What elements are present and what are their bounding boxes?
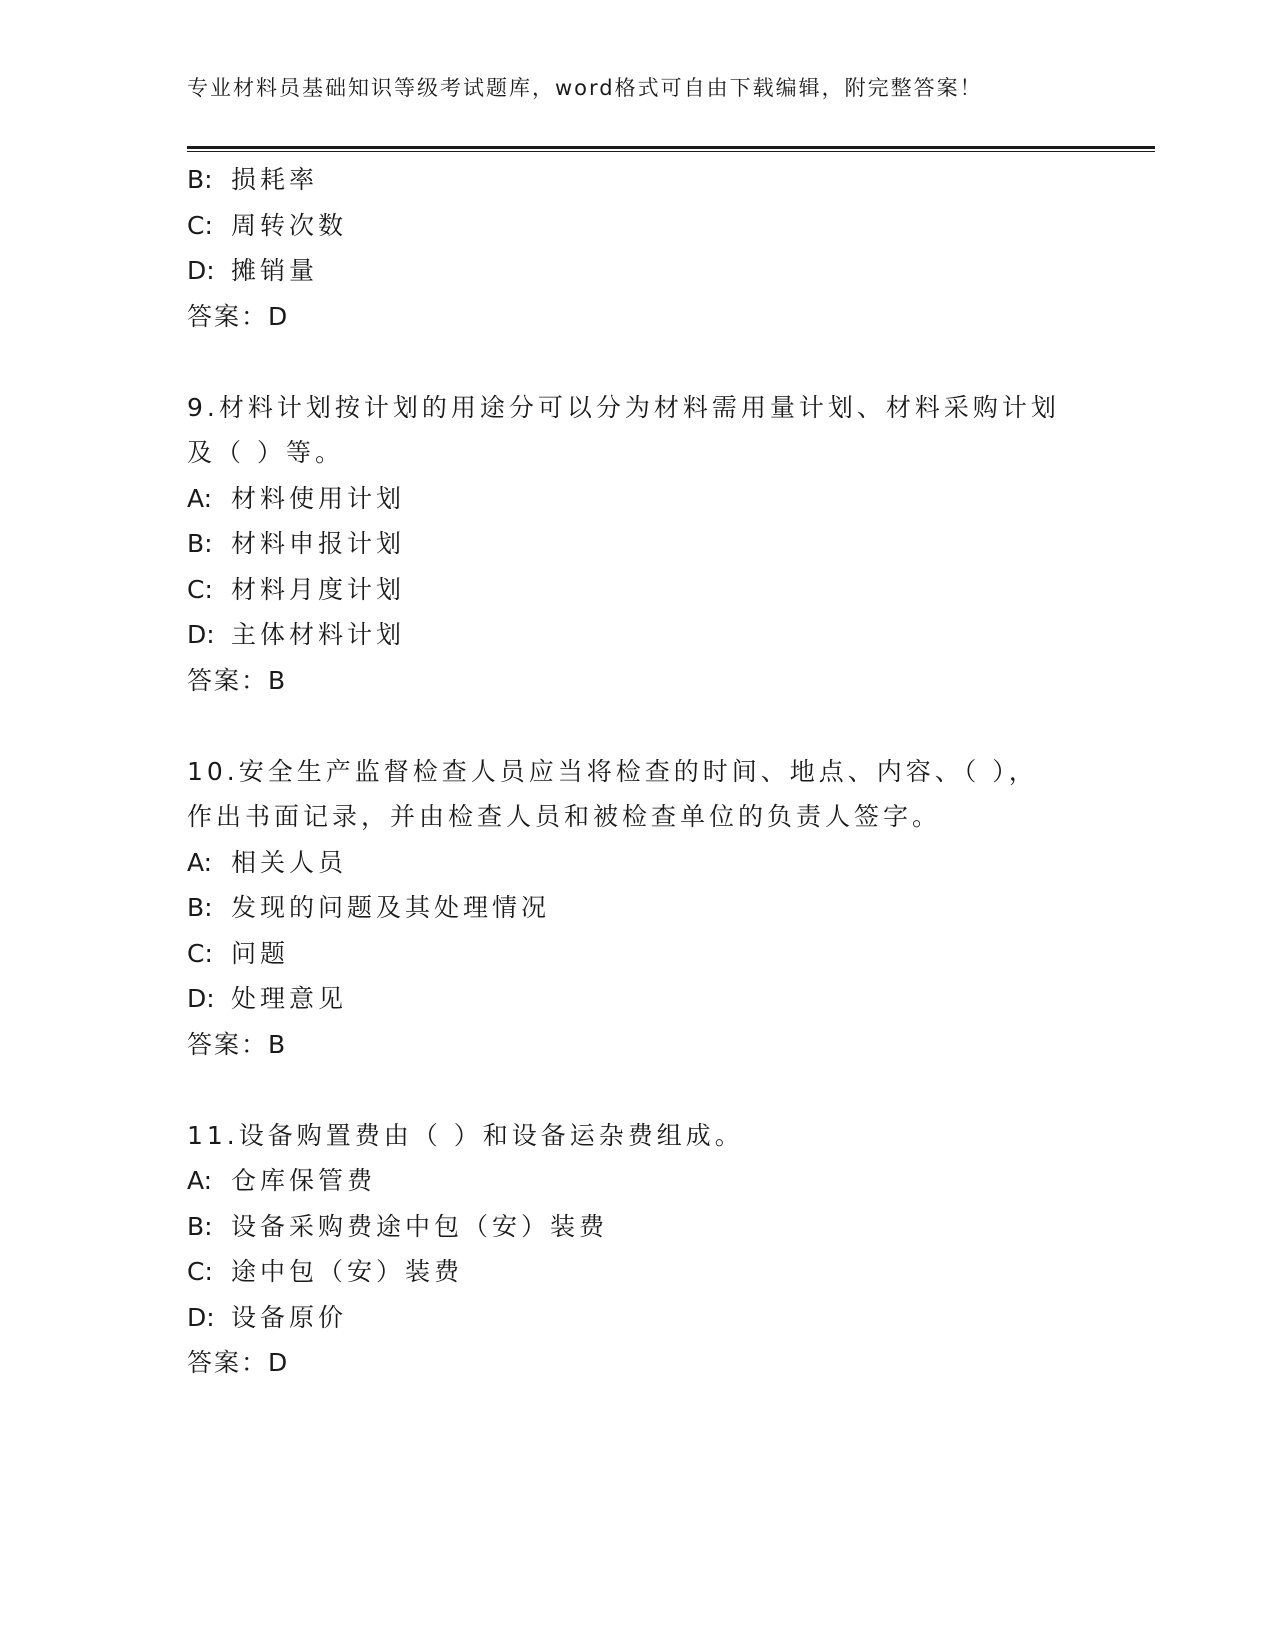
option-text: 途中包（安）装费 (231, 1257, 464, 1286)
option-label: C: (187, 210, 213, 240)
header-rule-thin (187, 151, 1155, 152)
option-a (187, 840, 1087, 886)
option-text: 发现的问题及其处理情况 (231, 893, 551, 922)
option-label: C: (187, 574, 213, 604)
header-rule-thick (187, 146, 1155, 149)
option-c (187, 1249, 1087, 1295)
option-b (187, 521, 1087, 567)
option-label: D: (187, 256, 215, 285)
option-b (187, 1204, 1087, 1250)
option-text: 周转次数 (231, 210, 348, 240)
option-label: B: (187, 529, 213, 558)
page-header: 专业材料员基础知识等级考试题库，word格式可自由下载编辑，附完整答案！ (187, 76, 983, 100)
question-9 (187, 385, 1087, 704)
option-text: 设备原价 (231, 1302, 348, 1332)
option-a (187, 476, 1087, 522)
option-label: C: (187, 938, 213, 968)
question-11 (187, 1113, 1087, 1386)
question-stem: 及（ ）等。 (187, 438, 344, 467)
question-10 (187, 749, 1087, 1068)
option-label: B: (187, 893, 213, 922)
answer-line: 答案：D (187, 1348, 290, 1377)
option-d (187, 612, 1087, 658)
option-label: A: (187, 847, 213, 877)
option-text: 材料申报计划 (231, 529, 406, 558)
option-text: 仓库保管费 (231, 1166, 377, 1195)
spacer (187, 339, 1087, 385)
document-body (187, 157, 1087, 1386)
option-text: 问题 (231, 938, 290, 968)
option-c (187, 931, 1087, 977)
option-d (187, 1295, 1087, 1341)
option-text: 材料使用计划 (231, 483, 406, 513)
answer-line: 答案：D (187, 301, 290, 331)
option-text: 材料月度计划 (231, 574, 406, 604)
question-stem: 11.设备购置费由（ ）和设备运杂费组成。 (187, 1120, 744, 1150)
option-c (187, 203, 1087, 249)
option-label: A: (187, 483, 213, 513)
question-stem: 10.安全生产监督检查人员应当将检查的时间、地点、内容、（ ）， (187, 756, 1038, 786)
option-b (187, 885, 1087, 931)
question-stem: 作出书面记录，并由检查人员和被检查单位的负责人签字。 (187, 802, 942, 831)
option-label: A: (187, 1166, 213, 1195)
spacer (187, 703, 1087, 749)
option-label: D: (187, 984, 215, 1013)
answer-line: 答案：B (187, 1029, 288, 1059)
option-label: C: (187, 1257, 213, 1286)
option-text: 摊销量 (231, 256, 319, 285)
option-d (187, 976, 1087, 1022)
option-a (187, 1158, 1087, 1204)
answer-line: 答案：B (187, 665, 288, 695)
option-label: B: (187, 1211, 213, 1241)
option-text: 处理意见 (231, 984, 348, 1013)
partial-question (187, 157, 1087, 339)
spacer (187, 1067, 1087, 1113)
option-text: 主体材料计划 (231, 620, 406, 649)
option-c (187, 567, 1087, 613)
option-text: 设备采购费途中包（安）装费 (231, 1211, 609, 1241)
option-d (187, 248, 1087, 294)
option-label: D: (187, 620, 215, 649)
option-text: 损耗率 (231, 165, 319, 194)
option-b (187, 157, 1087, 203)
option-label: B: (187, 165, 213, 194)
option-label: D: (187, 1302, 215, 1332)
question-stem: 9.材料计划按计划的用途分可以分为材料需用量计划、材料采购计划 (187, 392, 1060, 422)
option-text: 相关人员 (231, 847, 348, 877)
